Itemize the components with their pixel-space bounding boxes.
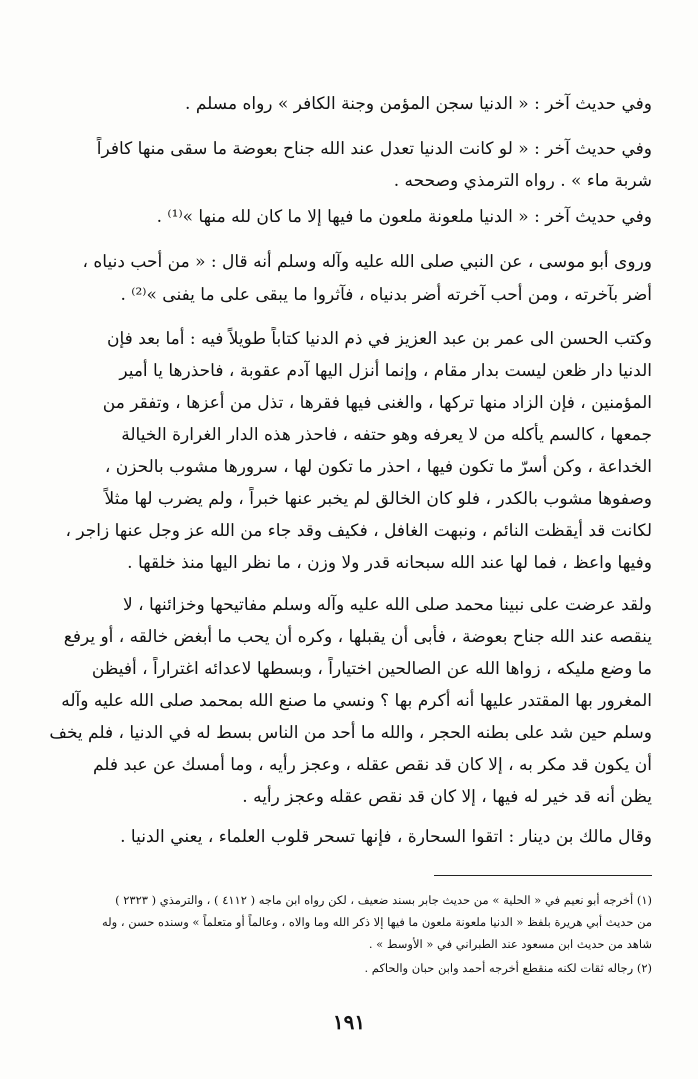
page-number: ١٩١ bbox=[332, 1010, 366, 1034]
footnote-divider bbox=[434, 875, 652, 876]
body-line: المغرور بها المقتدر عليها أنه أكرم بها ؟ ونسي ما صنع الله بمحمد صلى الله عليه وآله bbox=[61, 691, 652, 711]
body-line: جمعها ، كالسم يأكله من لا يعرفه وهو حتفه ، فاحذر هذه الدار الغرارة الخيالة bbox=[121, 425, 652, 445]
body-line: وصفوها مشوب بالكدر ، فلو كان الخالق لم يخبر عنها خبراً ، ولم يضرب لها مثلاً bbox=[104, 489, 652, 509]
body-line: وسلم حين شد على بطنه الحجر ، والله ما أحد من الناس بسط له في الدنيا ، فلم يخف bbox=[49, 723, 652, 743]
body-line: يظن أنه قد خير له فيها ، إلا كان قد نقص عقله وعجز رأيه . bbox=[242, 787, 652, 807]
body-line: ما وضع مليكه ، زواها الله عن الصالحين اختياراً ، وبسطها لاعدائه اغتراراً ، أفيظن bbox=[91, 659, 652, 679]
body-line: وفي حديث آخر : « لو كانت الدنيا تعدل عند الله جناح بعوضة ما سقى منها كافراً bbox=[96, 139, 652, 159]
body-line: وقال مالك بن دينار : اتقوا السحارة ، فإنها تسحر قلوب العلماء ، يعني الدنيا . bbox=[120, 827, 652, 847]
body-line: وفي حديث آخر : « الدنيا ملعونة ملعون ما فيها إلا ما كان لله منها »⁽¹⁾ . bbox=[156, 207, 652, 227]
body-line: الخداعة ، وكن أسرّ ما تكون فيها ، احذر ما تكون لها ، سرورها مشوب بالحزن ، bbox=[104, 457, 652, 477]
body-line: لكانت قد أيقظت النائم ، ونبهت الغافل ، فكيف وقد جاء من الله عز وجل عنها زاجر ، bbox=[65, 521, 652, 541]
footnote-line: من حديث أبي هريرة بلفظ « الدنيا ملعونة ملعون ما فيها إلا ذكر الله وما والاه ، وعالماً أو متعلماً » وسنده حسن ، وله bbox=[102, 915, 652, 929]
body-line: شربة ماء » . رواه الترمذي وصححه . bbox=[393, 171, 652, 191]
footnote-line: (١) أخرجه أبو نعيم في « الحلية » من حديث جابر بسند ضعيف ، لكن رواه ابن ماجه ( ٤١١٢ ) ، والترمذي ( ٢٣٢٣ ) bbox=[115, 893, 652, 907]
body-line: ولقد عرضت على نبينا محمد صلى الله عليه وآله وسلم مفاتيحها وخزائنها ، لا bbox=[122, 595, 652, 615]
body-line: أن يكون قد مكر به ، إلا كان قد نقص عقله ، وعجز رأيه ، وما أمسك عن عبد فلم bbox=[92, 755, 652, 775]
body-line: وكتب الحسن الى عمر بن عبد العزيز في ذم الدنيا كتاباً طويلاً فيه : أما بعد فإن bbox=[107, 329, 652, 349]
body-line: وروى أبو موسى ، عن النبي صلى الله عليه وآله وسلم أنه قال : « من أحب دنياه ، bbox=[82, 252, 652, 272]
body-line: ينقصه عند الله جناح بعوضة ، فأبى أن يقبلها ، وكره أن يحب ما أبغض خالقه ، أو يرفع bbox=[63, 627, 652, 647]
footnote-line: (٢) رجاله ثقات لكنه منقطع أخرجه أحمد وابن حبان والحاكم . bbox=[364, 961, 652, 975]
footnote-line: شاهد من حديث ابن مسعود عند الطبراني في « الأوسط » . bbox=[368, 937, 652, 951]
body-line: المؤمنين ، فإن الزاد منها تركها ، والغنى فيها فقرها ، تذل من أعزها ، وتفقر من bbox=[102, 393, 652, 413]
body-line: أضر بآخرته ، ومن أحب آخرته أضر بدنياه ، فآثروا ما يبقى على ما يفنى »⁽²⁾ . bbox=[120, 285, 652, 305]
body-line: الدنيا دار ظعن ليست بدار مقام ، وإنما أنزل اليها آدم عقوبة ، فاحذرها يا أمير bbox=[119, 361, 652, 381]
body-line: وفي حديث آخر : « الدنيا سجن المؤمن وجنة الكافر » رواه مسلم . bbox=[185, 94, 652, 114]
body-line: وفيها واعظ ، فما لها عند الله سبحانه قدر ولا وزن ، ما نظر اليها منذ خلقها . bbox=[127, 553, 652, 573]
